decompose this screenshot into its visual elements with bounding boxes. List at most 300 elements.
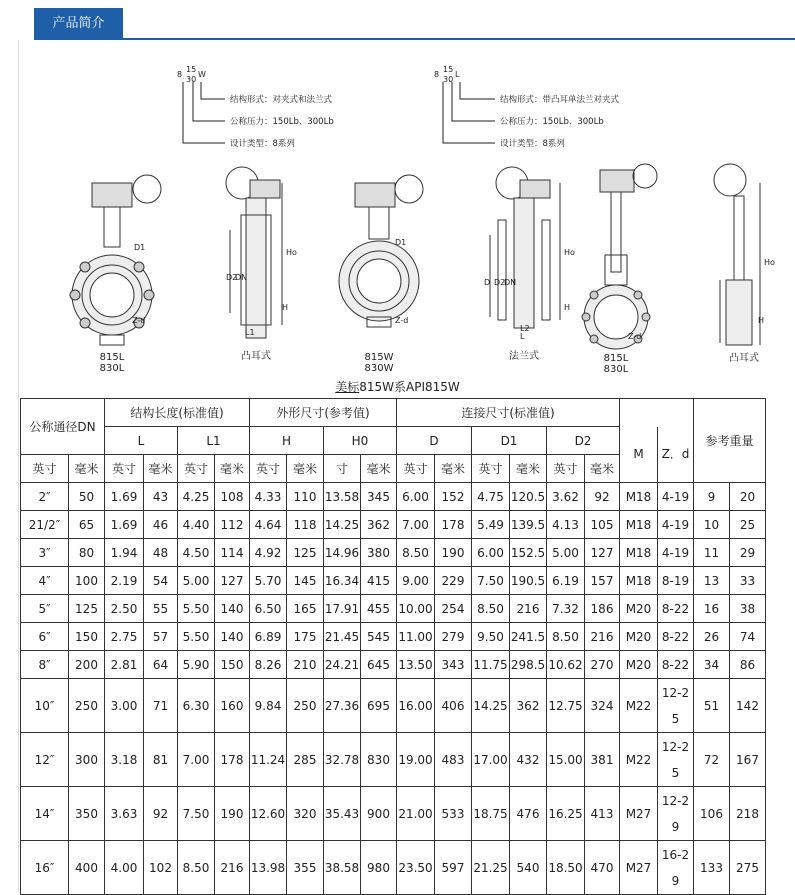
table-cell: 5.00 xyxy=(178,567,215,595)
table-cell: 6.00 xyxy=(397,483,435,511)
left-legend-1: 公称压力：150Lb、300Lb xyxy=(230,117,334,127)
unit-header: 英寸 xyxy=(472,455,510,483)
table-cell: 65 xyxy=(69,511,105,539)
table-cell: 14.25 xyxy=(324,511,361,539)
table-cell: 17.00 xyxy=(472,733,510,787)
header-outer: 外形尺寸(参考值) xyxy=(250,399,397,427)
table-cell: 175 xyxy=(287,623,324,651)
label-d2-2: D2 xyxy=(226,273,238,282)
table-cell: 86 xyxy=(730,651,766,679)
table-cell: 355 xyxy=(287,841,324,895)
table-cell: 20 xyxy=(730,483,766,511)
table-cell: 100 xyxy=(69,567,105,595)
unit-header: 毫米 xyxy=(435,455,472,483)
table-cell: 362 xyxy=(510,679,547,733)
header-d: D xyxy=(397,427,472,455)
table-cell: 25 xyxy=(730,511,766,539)
unit-header: 毫米 xyxy=(215,455,250,483)
table-cell: 125 xyxy=(287,539,324,567)
table-cell: 254 xyxy=(435,595,472,623)
table-cell: 80 xyxy=(69,539,105,567)
table-cell: 48 xyxy=(144,539,178,567)
header-l1: L1 xyxy=(178,427,250,455)
table-cell: 4.40 xyxy=(178,511,215,539)
table-cell: 597 xyxy=(435,841,472,895)
table-cell: 229 xyxy=(435,567,472,595)
table-row xyxy=(21,595,766,623)
table-cell: 102 xyxy=(144,841,178,895)
table-cell: 152 xyxy=(435,483,472,511)
table-cell: 16-29 xyxy=(658,841,694,895)
table-cell: 64 xyxy=(144,651,178,679)
table-row xyxy=(21,841,766,895)
spec-table xyxy=(20,398,766,895)
table-cell: 178 xyxy=(435,511,472,539)
table-cell: 6″ xyxy=(21,623,69,651)
label-h-4: H xyxy=(564,303,571,312)
valve-flange-side-drawing xyxy=(490,167,560,328)
table-cell: 4.25 xyxy=(178,483,215,511)
table-cell: 7.50 xyxy=(472,567,510,595)
table-cell: 140 xyxy=(215,595,250,623)
table-cell: 105 xyxy=(585,511,620,539)
header-blank xyxy=(620,399,694,427)
table-cell: 2.19 xyxy=(105,567,144,595)
table-cell: 380 xyxy=(361,539,397,567)
table-cell: 16.25 xyxy=(547,787,585,841)
right-code-b2: 30 xyxy=(443,75,454,84)
table-cell: 9.00 xyxy=(397,567,435,595)
table-cell: 13 xyxy=(694,567,730,595)
table-cell: 4.75 xyxy=(472,483,510,511)
table-cell: M22 xyxy=(620,679,658,733)
table-cell: 362 xyxy=(361,511,397,539)
label-ho-2: Ho xyxy=(286,248,297,257)
table-cell: 21.25 xyxy=(472,841,510,895)
table-cell: 470 xyxy=(585,841,620,895)
label-l-4: L xyxy=(520,332,525,341)
table-cell: 110 xyxy=(287,483,324,511)
table-cell: 10 xyxy=(694,511,730,539)
caption-815l: 815L xyxy=(99,352,125,363)
table-cell: 127 xyxy=(585,539,620,567)
valve-lug-side-drawing xyxy=(226,167,282,338)
table-cell: 8″ xyxy=(21,651,69,679)
table-cell: 270 xyxy=(585,651,620,679)
table-cell: 12-25 xyxy=(658,733,694,787)
table-cell: 38.58 xyxy=(324,841,361,895)
unit-header: 毫米 xyxy=(69,455,105,483)
table-cell: 533 xyxy=(435,787,472,841)
valve-lug-tall-side-drawing xyxy=(714,164,760,345)
table-cell: 14.96 xyxy=(324,539,361,567)
table-cell: 5.49 xyxy=(472,511,510,539)
label-zd-5: Z-d xyxy=(628,332,642,341)
table-cell: 279 xyxy=(435,623,472,651)
table-cell: 218 xyxy=(730,787,766,841)
table-cell: 250 xyxy=(287,679,324,733)
table-cell: 381 xyxy=(585,733,620,787)
table-cell: 112 xyxy=(215,511,250,539)
table-cell: 830 xyxy=(361,733,397,787)
left-legend-0: 结构形式：对夹式和法兰式 xyxy=(230,95,333,105)
table-row xyxy=(21,567,766,595)
figure-caption xyxy=(0,378,795,395)
table-cell: 57 xyxy=(144,623,178,651)
table-cell: 190 xyxy=(215,787,250,841)
table-cell: 476 xyxy=(510,787,547,841)
table-row xyxy=(21,623,766,651)
table-cell: 1.69 xyxy=(105,511,144,539)
table-cell: 216 xyxy=(510,595,547,623)
table-cell: 12-25 xyxy=(658,679,694,733)
table-cell: 190 xyxy=(435,539,472,567)
table-cell: 2.81 xyxy=(105,651,144,679)
header-h0: H0 xyxy=(324,427,397,455)
table-cell: 14.25 xyxy=(472,679,510,733)
table-cell: 27.36 xyxy=(324,679,361,733)
caption-815l-b: 815L xyxy=(603,353,629,364)
table-cell: 16″ xyxy=(21,841,69,895)
header-conn: 连接尺寸(标准值) xyxy=(397,399,620,427)
table-cell: 34 xyxy=(694,651,730,679)
table-cell: 152.5 xyxy=(510,539,547,567)
table-cell: 275 xyxy=(730,841,766,895)
right-legend-0: 结构形式：带凸耳单法兰对夹式 xyxy=(500,95,620,105)
table-cell: 3.00 xyxy=(105,679,144,733)
table-cell: 406 xyxy=(435,679,472,733)
table-cell: 980 xyxy=(361,841,397,895)
left-code-b2: 30 xyxy=(186,75,197,84)
table-cell: 13.98 xyxy=(250,841,287,895)
unit-header: 毫米 xyxy=(144,455,178,483)
table-cell: 150 xyxy=(215,651,250,679)
caption-830l-b: 830L xyxy=(603,364,629,375)
unit-header: 英寸 xyxy=(21,455,69,483)
table-cell: 16 xyxy=(694,595,730,623)
table-cell: 8.50 xyxy=(472,595,510,623)
table-cell: 3.63 xyxy=(105,787,144,841)
table-cell: 3.18 xyxy=(105,733,144,787)
table-cell: 15.00 xyxy=(547,733,585,787)
label-zd-3: Z-d xyxy=(395,316,409,325)
table-cell: 127 xyxy=(215,567,250,595)
table-cell: 165 xyxy=(287,595,324,623)
table-cell: M27 xyxy=(620,787,658,841)
table-row xyxy=(21,539,766,567)
table-cell: 210 xyxy=(287,651,324,679)
table-cell: 142 xyxy=(730,679,766,733)
table-cell: 7.50 xyxy=(178,787,215,841)
table-cell: 23.50 xyxy=(397,841,435,895)
table-cell: M20 xyxy=(620,651,658,679)
table-cell: 145 xyxy=(287,567,324,595)
label-h-2: H xyxy=(282,303,289,312)
table-cell: 5.90 xyxy=(178,651,215,679)
table-cell: 8.26 xyxy=(250,651,287,679)
table-cell: 71 xyxy=(144,679,178,733)
table-cell: 74 xyxy=(730,623,766,651)
label-ho-6: Ho xyxy=(764,258,775,267)
table-cell: 4-19 xyxy=(658,539,694,567)
table-cell: 4-19 xyxy=(658,483,694,511)
table-row xyxy=(21,511,766,539)
table-cell: 345 xyxy=(361,483,397,511)
table-cell: 12.60 xyxy=(250,787,287,841)
table-cell: 250 xyxy=(69,679,105,733)
table-row xyxy=(21,651,766,679)
caption-830l: 830L xyxy=(99,363,125,374)
table-cell: 1.94 xyxy=(105,539,144,567)
header-dn: 公称通径DN xyxy=(21,399,105,455)
label-d1-1: D1 xyxy=(134,243,146,252)
label-dn-2: DN xyxy=(235,273,248,282)
table-cell: 645 xyxy=(361,651,397,679)
caption-prefix[interactable]: 美标 xyxy=(335,380,360,394)
table-cell: 200 xyxy=(69,651,105,679)
table-cell: 298.5 xyxy=(510,651,547,679)
table-cell: 21.45 xyxy=(324,623,361,651)
table-cell: 108 xyxy=(215,483,250,511)
table-cell: 695 xyxy=(361,679,397,733)
right-code-b1: 15 xyxy=(443,65,454,74)
table-cell: 18.75 xyxy=(472,787,510,841)
table-cell: 320 xyxy=(287,787,324,841)
table-cell: 120.5 xyxy=(510,483,547,511)
table-cell: 6.50 xyxy=(250,595,287,623)
table-cell: 92 xyxy=(585,483,620,511)
table-cell: 35.43 xyxy=(324,787,361,841)
table-cell: 7.00 xyxy=(397,511,435,539)
table-cell: 33 xyxy=(730,567,766,595)
table-cell: 8.50 xyxy=(547,623,585,651)
table-cell: 400 xyxy=(69,841,105,895)
table-cell: 10.00 xyxy=(397,595,435,623)
table-cell: 114 xyxy=(215,539,250,567)
table-cell: 216 xyxy=(585,623,620,651)
table-cell: 54 xyxy=(144,567,178,595)
table-cell: 26 xyxy=(694,623,730,651)
table-cell: 3.62 xyxy=(547,483,585,511)
table-cell: 5.50 xyxy=(178,623,215,651)
header-d2: D2 xyxy=(547,427,620,455)
table-row xyxy=(21,679,766,733)
table-cell: 55 xyxy=(144,595,178,623)
table-cell: 12-29 xyxy=(658,787,694,841)
table-cell: 9.50 xyxy=(472,623,510,651)
right-code-c: L xyxy=(455,70,460,79)
table-cell: M18 xyxy=(620,511,658,539)
table-cell: M22 xyxy=(620,733,658,787)
left-code-a: 8 xyxy=(177,70,183,79)
table-cell: 343 xyxy=(435,651,472,679)
unit-header: 英寸 xyxy=(250,455,287,483)
table-cell: 12.75 xyxy=(547,679,585,733)
unit-header: 英寸 xyxy=(547,455,585,483)
table-cell: M20 xyxy=(620,623,658,651)
tab-underline xyxy=(34,38,795,40)
table-cell: 11.24 xyxy=(250,733,287,787)
content-left-border xyxy=(18,40,19,892)
table-cell: 11 xyxy=(694,539,730,567)
table-cell: 5.50 xyxy=(178,595,215,623)
table-cell: 6.89 xyxy=(250,623,287,651)
table-cell: 21/2″ xyxy=(21,511,69,539)
table-cell: 167 xyxy=(730,733,766,787)
table-cell: 4.92 xyxy=(250,539,287,567)
header-zd: Z．d xyxy=(658,427,694,483)
table-cell: 216 xyxy=(215,841,250,895)
table-cell: M18 xyxy=(620,567,658,595)
table-cell: 545 xyxy=(361,623,397,651)
table-cell: 17.91 xyxy=(324,595,361,623)
table-cell: 483 xyxy=(435,733,472,787)
label-d-4: D xyxy=(484,278,491,287)
valve-drawings-figure xyxy=(20,55,790,385)
table-cell: 186 xyxy=(585,595,620,623)
table-cell: 540 xyxy=(510,841,547,895)
caption-lug: 凸耳式 xyxy=(241,351,271,362)
unit-header: 毫米 xyxy=(361,455,397,483)
table-cell: 50 xyxy=(69,483,105,511)
table-cell: 455 xyxy=(361,595,397,623)
unit-header: 英寸 xyxy=(105,455,144,483)
table-cell: 8-22 xyxy=(658,623,694,651)
table-cell: 38 xyxy=(730,595,766,623)
table-cell: 157 xyxy=(585,567,620,595)
table-cell: 2″ xyxy=(21,483,69,511)
table-cell: 92 xyxy=(144,787,178,841)
unit-header: 英寸 xyxy=(397,455,435,483)
label-zd-1: Z-d xyxy=(132,316,146,325)
table-cell: 4.13 xyxy=(547,511,585,539)
table-cell: 10.62 xyxy=(547,651,585,679)
left-code-b1: 15 xyxy=(186,65,197,74)
table-cell: 6.30 xyxy=(178,679,215,733)
table-cell: 324 xyxy=(585,679,620,733)
table-cell: 285 xyxy=(287,733,324,787)
table-cell: 9.84 xyxy=(250,679,287,733)
caption-830w: 830W xyxy=(364,363,394,374)
table-cell: 8-22 xyxy=(658,595,694,623)
table-cell: 18.50 xyxy=(547,841,585,895)
label-d2-4: D2 xyxy=(494,278,506,287)
table-cell: 24.21 xyxy=(324,651,361,679)
table-cell: 8-19 xyxy=(658,567,694,595)
table-cell: 19.00 xyxy=(397,733,435,787)
unit-header: 毫米 xyxy=(510,455,547,483)
table-cell: 7.32 xyxy=(547,595,585,623)
header-weight: 参考重量 xyxy=(694,399,766,483)
caption-lug-b: 凸耳式 xyxy=(729,353,759,364)
table-cell: 900 xyxy=(361,787,397,841)
header-m: M xyxy=(620,427,658,483)
table-cell: 4.33 xyxy=(250,483,287,511)
label-ho-4: Ho xyxy=(564,248,575,257)
table-cell: 432 xyxy=(510,733,547,787)
header-d1: D1 xyxy=(472,427,547,455)
unit-header: 寸 xyxy=(324,455,361,483)
label-d1-3: D1 xyxy=(395,238,407,247)
caption-rest: 815W系API815W xyxy=(359,380,460,394)
table-cell: 29 xyxy=(730,539,766,567)
table-cell: 46 xyxy=(144,511,178,539)
table-cell: 9 xyxy=(694,483,730,511)
table-cell: 51 xyxy=(694,679,730,733)
table-cell: 81 xyxy=(144,733,178,787)
table-cell: 11.00 xyxy=(397,623,435,651)
header-l: L xyxy=(105,427,178,455)
table-cell: 5.70 xyxy=(250,567,287,595)
table-cell: 6.00 xyxy=(472,539,510,567)
table-cell: 415 xyxy=(361,567,397,595)
valve-815l-tall-drawing xyxy=(582,164,657,349)
table-cell: 6.19 xyxy=(547,567,585,595)
table-cell: 350 xyxy=(69,787,105,841)
right-legend-1: 公称压力：150Lb、300Lb xyxy=(500,117,604,127)
table-cell: 72 xyxy=(694,733,730,787)
caption-flange: 法兰式 xyxy=(509,351,539,362)
table-cell: 8.50 xyxy=(178,841,215,895)
valve-815w-front-drawing xyxy=(339,175,423,327)
table-cell: 4.64 xyxy=(250,511,287,539)
table-cell: 5″ xyxy=(21,595,69,623)
table-cell: 150 xyxy=(69,623,105,651)
table-cell: 43 xyxy=(144,483,178,511)
header-h: H xyxy=(250,427,324,455)
table-cell: 8-22 xyxy=(658,651,694,679)
table-cell: 4-19 xyxy=(658,511,694,539)
table-cell: 5.00 xyxy=(547,539,585,567)
table-cell: M18 xyxy=(620,483,658,511)
caption-815w: 815W xyxy=(364,352,394,363)
table-cell: 133 xyxy=(694,841,730,895)
right-code-a: 8 xyxy=(434,70,440,79)
table-cell: 32.78 xyxy=(324,733,361,787)
unit-header: 英寸 xyxy=(178,455,215,483)
table-cell: 140 xyxy=(215,623,250,651)
left-legend-2: 设计类型：8系列 xyxy=(230,139,295,149)
table-cell: 16.00 xyxy=(397,679,435,733)
header-struct: 结构长度(标准值) xyxy=(105,399,250,427)
table-cell: 4.50 xyxy=(178,539,215,567)
table-row xyxy=(21,733,766,787)
unit-header: 毫米 xyxy=(585,455,620,483)
label-h-6: H xyxy=(758,316,765,325)
table-cell: 11.75 xyxy=(472,651,510,679)
valve-815l-front-drawing xyxy=(70,175,161,345)
table-cell: 160 xyxy=(215,679,250,733)
table-cell: 4.00 xyxy=(105,841,144,895)
table-cell: 13.50 xyxy=(397,651,435,679)
table-row xyxy=(21,483,766,511)
table-row xyxy=(21,787,766,841)
table-cell: M27 xyxy=(620,841,658,895)
table-cell: 8.50 xyxy=(397,539,435,567)
table-cell: 2.50 xyxy=(105,595,144,623)
tab-product-intro[interactable]: 产品简介 xyxy=(34,8,123,40)
table-cell: 21.00 xyxy=(397,787,435,841)
table-cell: 3″ xyxy=(21,539,69,567)
label-dn-4: DN xyxy=(504,278,517,287)
unit-header: 毫米 xyxy=(287,455,324,483)
table-cell: 106 xyxy=(694,787,730,841)
table-cell: M20 xyxy=(620,595,658,623)
table-cell: 14″ xyxy=(21,787,69,841)
table-cell: 12″ xyxy=(21,733,69,787)
table-cell: 13.58 xyxy=(324,483,361,511)
table-cell: 241.5 xyxy=(510,623,547,651)
